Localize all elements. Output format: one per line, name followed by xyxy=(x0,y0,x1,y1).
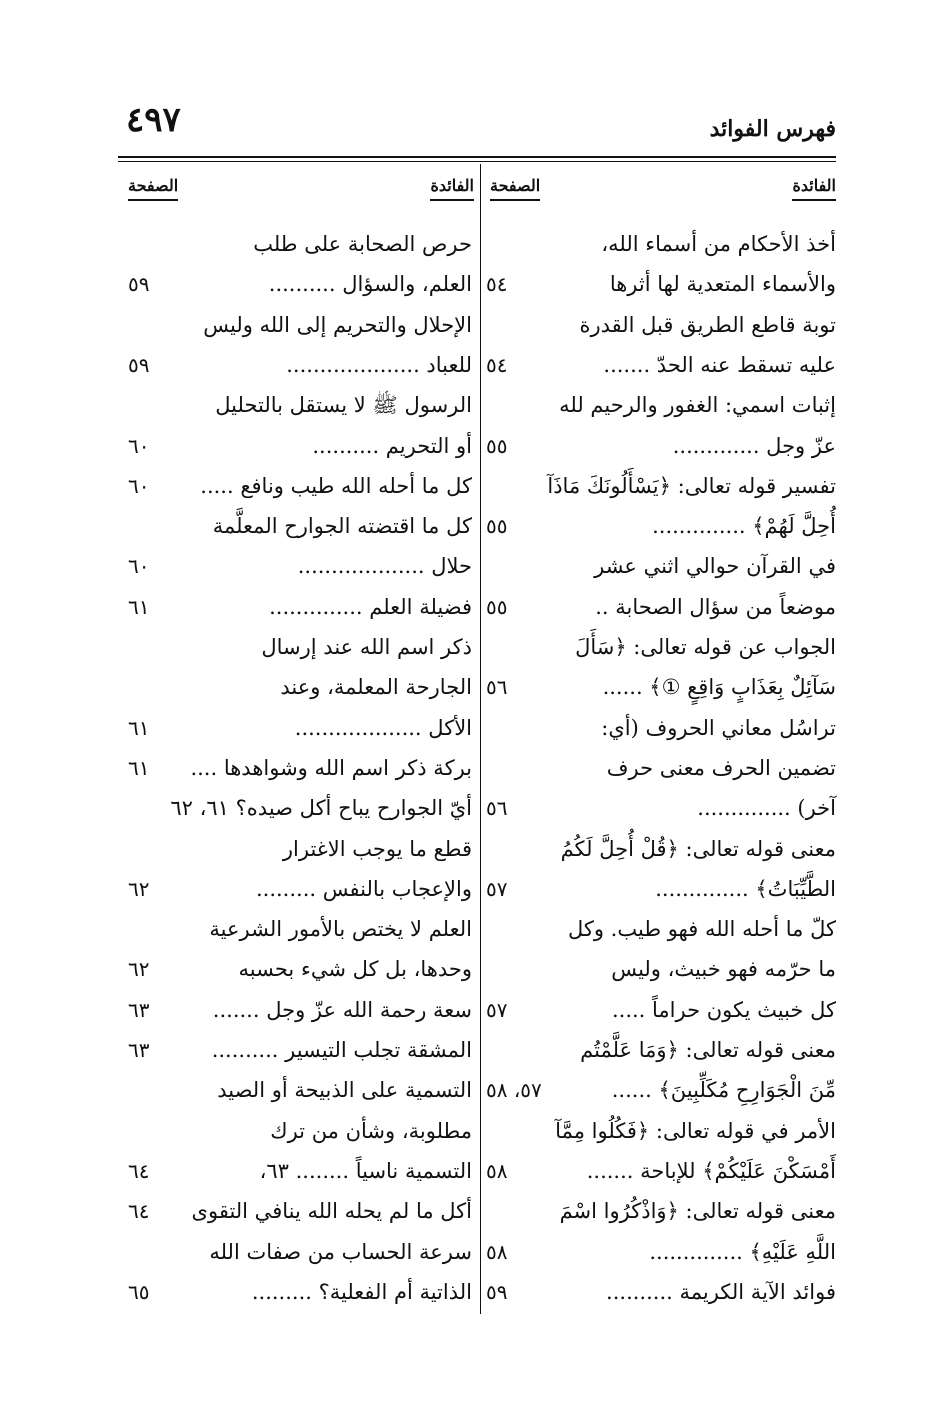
index-entry-line xyxy=(486,587,836,628)
index-entry-line xyxy=(486,1030,836,1071)
entry-text: سَآئِلٌ بِعَذَابٍ وَاقِعٍ ①﴾ ...... xyxy=(602,675,836,700)
entry-text: مطلوبة، وشأن من ترك xyxy=(270,1118,472,1143)
entry-text: التسمية ناسياً ........ ٦٣، xyxy=(259,1158,472,1183)
index-entry-line xyxy=(486,305,836,346)
entry-text: إثبات اسمي: الغفور والرحيم لله xyxy=(559,393,836,418)
entry-text: أخذ الأحكام من أسماء الله، xyxy=(601,232,836,256)
entry-page: ٦٢ xyxy=(128,876,150,901)
entry-text: موضعاً من سؤال الصحابة .. xyxy=(595,594,836,619)
left-benefit-heading: الفائدة xyxy=(430,176,474,201)
index-entry-line xyxy=(124,1070,472,1111)
entry-text: التسمية على الذبيحة أو الصيد xyxy=(217,1078,472,1103)
entry-text: آخر) .............. xyxy=(697,796,836,821)
index-entry-line xyxy=(486,1070,836,1111)
entry-text: في القرآن حوالي اثني عشر xyxy=(594,554,836,579)
entry-page: ٥٨ xyxy=(486,1239,508,1264)
index-entry-line xyxy=(486,748,836,789)
entry-page: ٥٥ xyxy=(486,433,508,458)
page-number: ٤٩٧ xyxy=(126,100,181,140)
index-entry-line xyxy=(486,385,836,426)
entry-page: ٥٦ xyxy=(486,796,508,821)
entry-text: ما حرّمه فهو خبيث، وليس xyxy=(611,957,836,982)
entry-text: بركة ذكر اسم الله وشواهدها .... xyxy=(190,755,472,780)
index-entry-line xyxy=(486,949,836,990)
index-entry-line xyxy=(124,949,472,990)
entry-page: ٥٧ xyxy=(486,997,508,1022)
index-entry-line xyxy=(124,466,472,507)
entry-page: ٥٤ xyxy=(486,272,508,297)
entry-text: اللَّهِ عَلَيْهِ﴾ .............. xyxy=(649,1239,836,1264)
entry-text: معنى قوله تعالى: ﴿وَاذْكُرُوا اسْمَ xyxy=(559,1199,836,1224)
entry-text: أُحِلَّ لَهُمْ﴾ .............. xyxy=(652,514,836,539)
index-entry-line xyxy=(124,990,472,1031)
entry-page: ٥٧، ٥٨ xyxy=(486,1078,542,1103)
index-entry-line xyxy=(486,627,836,668)
entry-text: ذكر اسم الله عند إرسال xyxy=(261,635,472,659)
entry-page: ٦١ xyxy=(128,594,150,619)
entry-text: الجواب عن قوله تعالى: ﴿سَأَلَ xyxy=(575,635,836,659)
index-entry-line xyxy=(124,224,472,265)
index-entry-line xyxy=(486,1191,836,1232)
entry-page: ٦٥ xyxy=(128,1279,150,1304)
index-entry-line xyxy=(124,1111,472,1152)
left-column-header xyxy=(128,176,474,210)
index-entry-line xyxy=(124,788,472,829)
index-entry-line xyxy=(486,788,836,829)
entry-text: كل ما أحله الله طيب ونافع ..... xyxy=(200,473,472,498)
index-entry-line xyxy=(486,990,836,1031)
right-column-header xyxy=(490,176,836,210)
entry-text: الذاتية أم الفعلية؟ ......... xyxy=(251,1279,472,1304)
entry-text: كلّ ما أحله الله فهو طيب. وكل xyxy=(567,917,836,942)
index-entry-line xyxy=(124,627,472,668)
index-entry-line xyxy=(124,546,472,587)
index-entry-line xyxy=(124,426,472,467)
index-entry-line xyxy=(486,1111,836,1152)
entry-text: حلال ................... xyxy=(297,554,472,579)
index-entry-line xyxy=(124,264,472,305)
entry-page: ٥٩ xyxy=(486,1279,508,1304)
entry-text: أكل ما لم يحله الله ينافي التقوى xyxy=(191,1199,472,1224)
entry-text: تفسير قوله تعالى: ﴿يَسْأَلُونَكَ مَاذَآ xyxy=(547,473,836,498)
index-entry-line xyxy=(124,708,472,749)
entry-text: معنى قوله تعالى: ﴿قُلْ أُحِلَّ لَكُمُ xyxy=(560,836,836,861)
entry-page: ٥٧ xyxy=(486,876,508,901)
entry-page: ٥٥ xyxy=(486,594,508,619)
column-divider xyxy=(480,164,481,1314)
index-entry-line xyxy=(124,1151,472,1192)
index-entry-line xyxy=(486,426,836,467)
index-entry-line xyxy=(124,1030,472,1071)
entry-page: ٦٤ xyxy=(128,1158,150,1183)
entry-page: ٦١ xyxy=(128,715,150,740)
entry-page: ٥٦ xyxy=(486,675,508,700)
entry-page: ٦٠ xyxy=(128,433,150,458)
index-entry-line xyxy=(124,1272,472,1313)
index-entry-line xyxy=(124,345,472,386)
entry-text: فضيلة العلم .............. xyxy=(269,594,472,619)
index-entry-line xyxy=(124,748,472,789)
entry-page: ٦٣ xyxy=(128,997,150,1022)
entry-text: فوائد الآية الكريمة .......... xyxy=(606,1279,836,1304)
index-entry-line xyxy=(124,385,472,426)
entry-page: ٦٢ xyxy=(128,957,150,982)
left-page-heading: الصفحة xyxy=(128,176,178,201)
index-entry-line xyxy=(124,909,472,950)
index-entry-line xyxy=(486,667,836,708)
index-entry-line xyxy=(124,506,472,547)
entry-text: معنى قوله تعالى: ﴿وَمَا عَلَّمْتُم xyxy=(580,1038,836,1062)
entry-text: أَمْسَكْنَ عَلَيْكُمْ﴾ للإباحة ....... xyxy=(586,1158,836,1183)
index-entry-line xyxy=(486,466,836,507)
index-entry-line xyxy=(486,909,836,950)
index-entry-line xyxy=(124,587,472,628)
entry-text: عزّ وجل ............. xyxy=(672,433,836,458)
entry-text: تضمين الحرف معنى حرف xyxy=(606,755,836,780)
index-entry-line xyxy=(486,869,836,910)
entry-page: ٦٠ xyxy=(128,554,150,579)
index-entry-line xyxy=(124,667,472,708)
entry-text: للعباد .................... xyxy=(286,352,472,377)
entry-text: توبة قاطع الطريق قبل القدرة xyxy=(579,312,836,337)
entry-text: وحدها، بل كل شيء بحسبه xyxy=(238,957,472,982)
entry-text: تراسُل معاني الحروف (أي: xyxy=(601,715,836,740)
entry-text: سعة رحمة الله عزّ وجل ....... xyxy=(212,997,472,1022)
index-entry-line xyxy=(124,869,472,910)
entry-text: الأكل ................... xyxy=(294,715,472,740)
index-entry-line xyxy=(124,829,472,870)
entry-text: كل خبيث يكون حراماً ..... xyxy=(611,997,836,1022)
index-title: فهرس الفوائد xyxy=(709,116,836,142)
index-entry-line xyxy=(486,1151,836,1192)
index-entry-line xyxy=(486,264,836,305)
page-header xyxy=(118,96,836,158)
entry-page: ٦٠ xyxy=(128,473,150,498)
index-entry-line xyxy=(124,1191,472,1232)
entry-page: ٦٤ xyxy=(128,1199,150,1224)
index-entry-line xyxy=(486,1232,836,1273)
entry-text: أيّ الجوارح يباح أكل صيده؟ ٦١، ٦٢ xyxy=(170,796,472,821)
index-entry-line xyxy=(486,224,836,265)
entry-page: ٥٤ xyxy=(486,352,508,377)
index-entry-line xyxy=(486,708,836,749)
entry-page: ٦١ xyxy=(128,755,150,780)
entry-page: ٥٥ xyxy=(486,514,508,539)
entry-page: ٥٨ xyxy=(486,1158,508,1183)
index-entry-line xyxy=(124,1232,472,1273)
entry-text: العلم، والسؤال .......... xyxy=(268,272,472,297)
entry-text: الأمر في قوله تعالى: ﴿فَكُلُوا مِمَّآ xyxy=(555,1118,836,1143)
entry-text: العلم لا يختص بالأمور الشرعية xyxy=(209,917,472,942)
entry-text: سرعة الحساب من صفات الله xyxy=(209,1239,472,1264)
index-entry-line xyxy=(486,506,836,547)
entry-page: ٦٣ xyxy=(128,1038,150,1062)
index-entry-line xyxy=(486,546,836,587)
entry-text: أو التحريم .......... xyxy=(312,433,472,458)
entry-text: مِّنَ الْجَوَارِحِ مُكَلِّبِينَ﴾ ...... xyxy=(611,1078,836,1103)
entry-text: عليه تسقط عنه الحدّ ....... xyxy=(603,352,836,377)
entry-text: الجارحة المعلمة، وعند xyxy=(280,675,472,700)
entry-text: والإعجاب بالنفس ......... xyxy=(255,876,472,901)
entry-text: قطع ما يوجب الاغترار xyxy=(282,836,472,861)
entry-text: والأسماء المتعدية لها أثرها xyxy=(609,272,836,297)
entry-text: كل ما اقتضته الجوارح المعلَّمة xyxy=(212,514,472,539)
right-page-heading: الصفحة xyxy=(490,176,540,201)
entry-page: ٥٩ xyxy=(128,272,150,297)
right-benefit-heading: الفائدة xyxy=(792,176,836,201)
index-entry-line xyxy=(124,305,472,346)
entry-text: الإحلال والتحريم إلى الله وليس xyxy=(203,312,472,337)
index-entry-line xyxy=(486,829,836,870)
entry-text: حرص الصحابة على طلب xyxy=(253,232,472,256)
entry-text: الطَّيِّبَاتُ﴾ .............. xyxy=(655,876,836,901)
entry-text: المشقة تجلب التيسير .......... xyxy=(211,1038,472,1062)
index-entry-line xyxy=(486,1272,836,1313)
entry-page: ٥٩ xyxy=(128,352,150,377)
entry-text: الرسول ﷺ لا يستقل بالتحليل xyxy=(215,393,472,418)
index-entry-line xyxy=(486,345,836,386)
